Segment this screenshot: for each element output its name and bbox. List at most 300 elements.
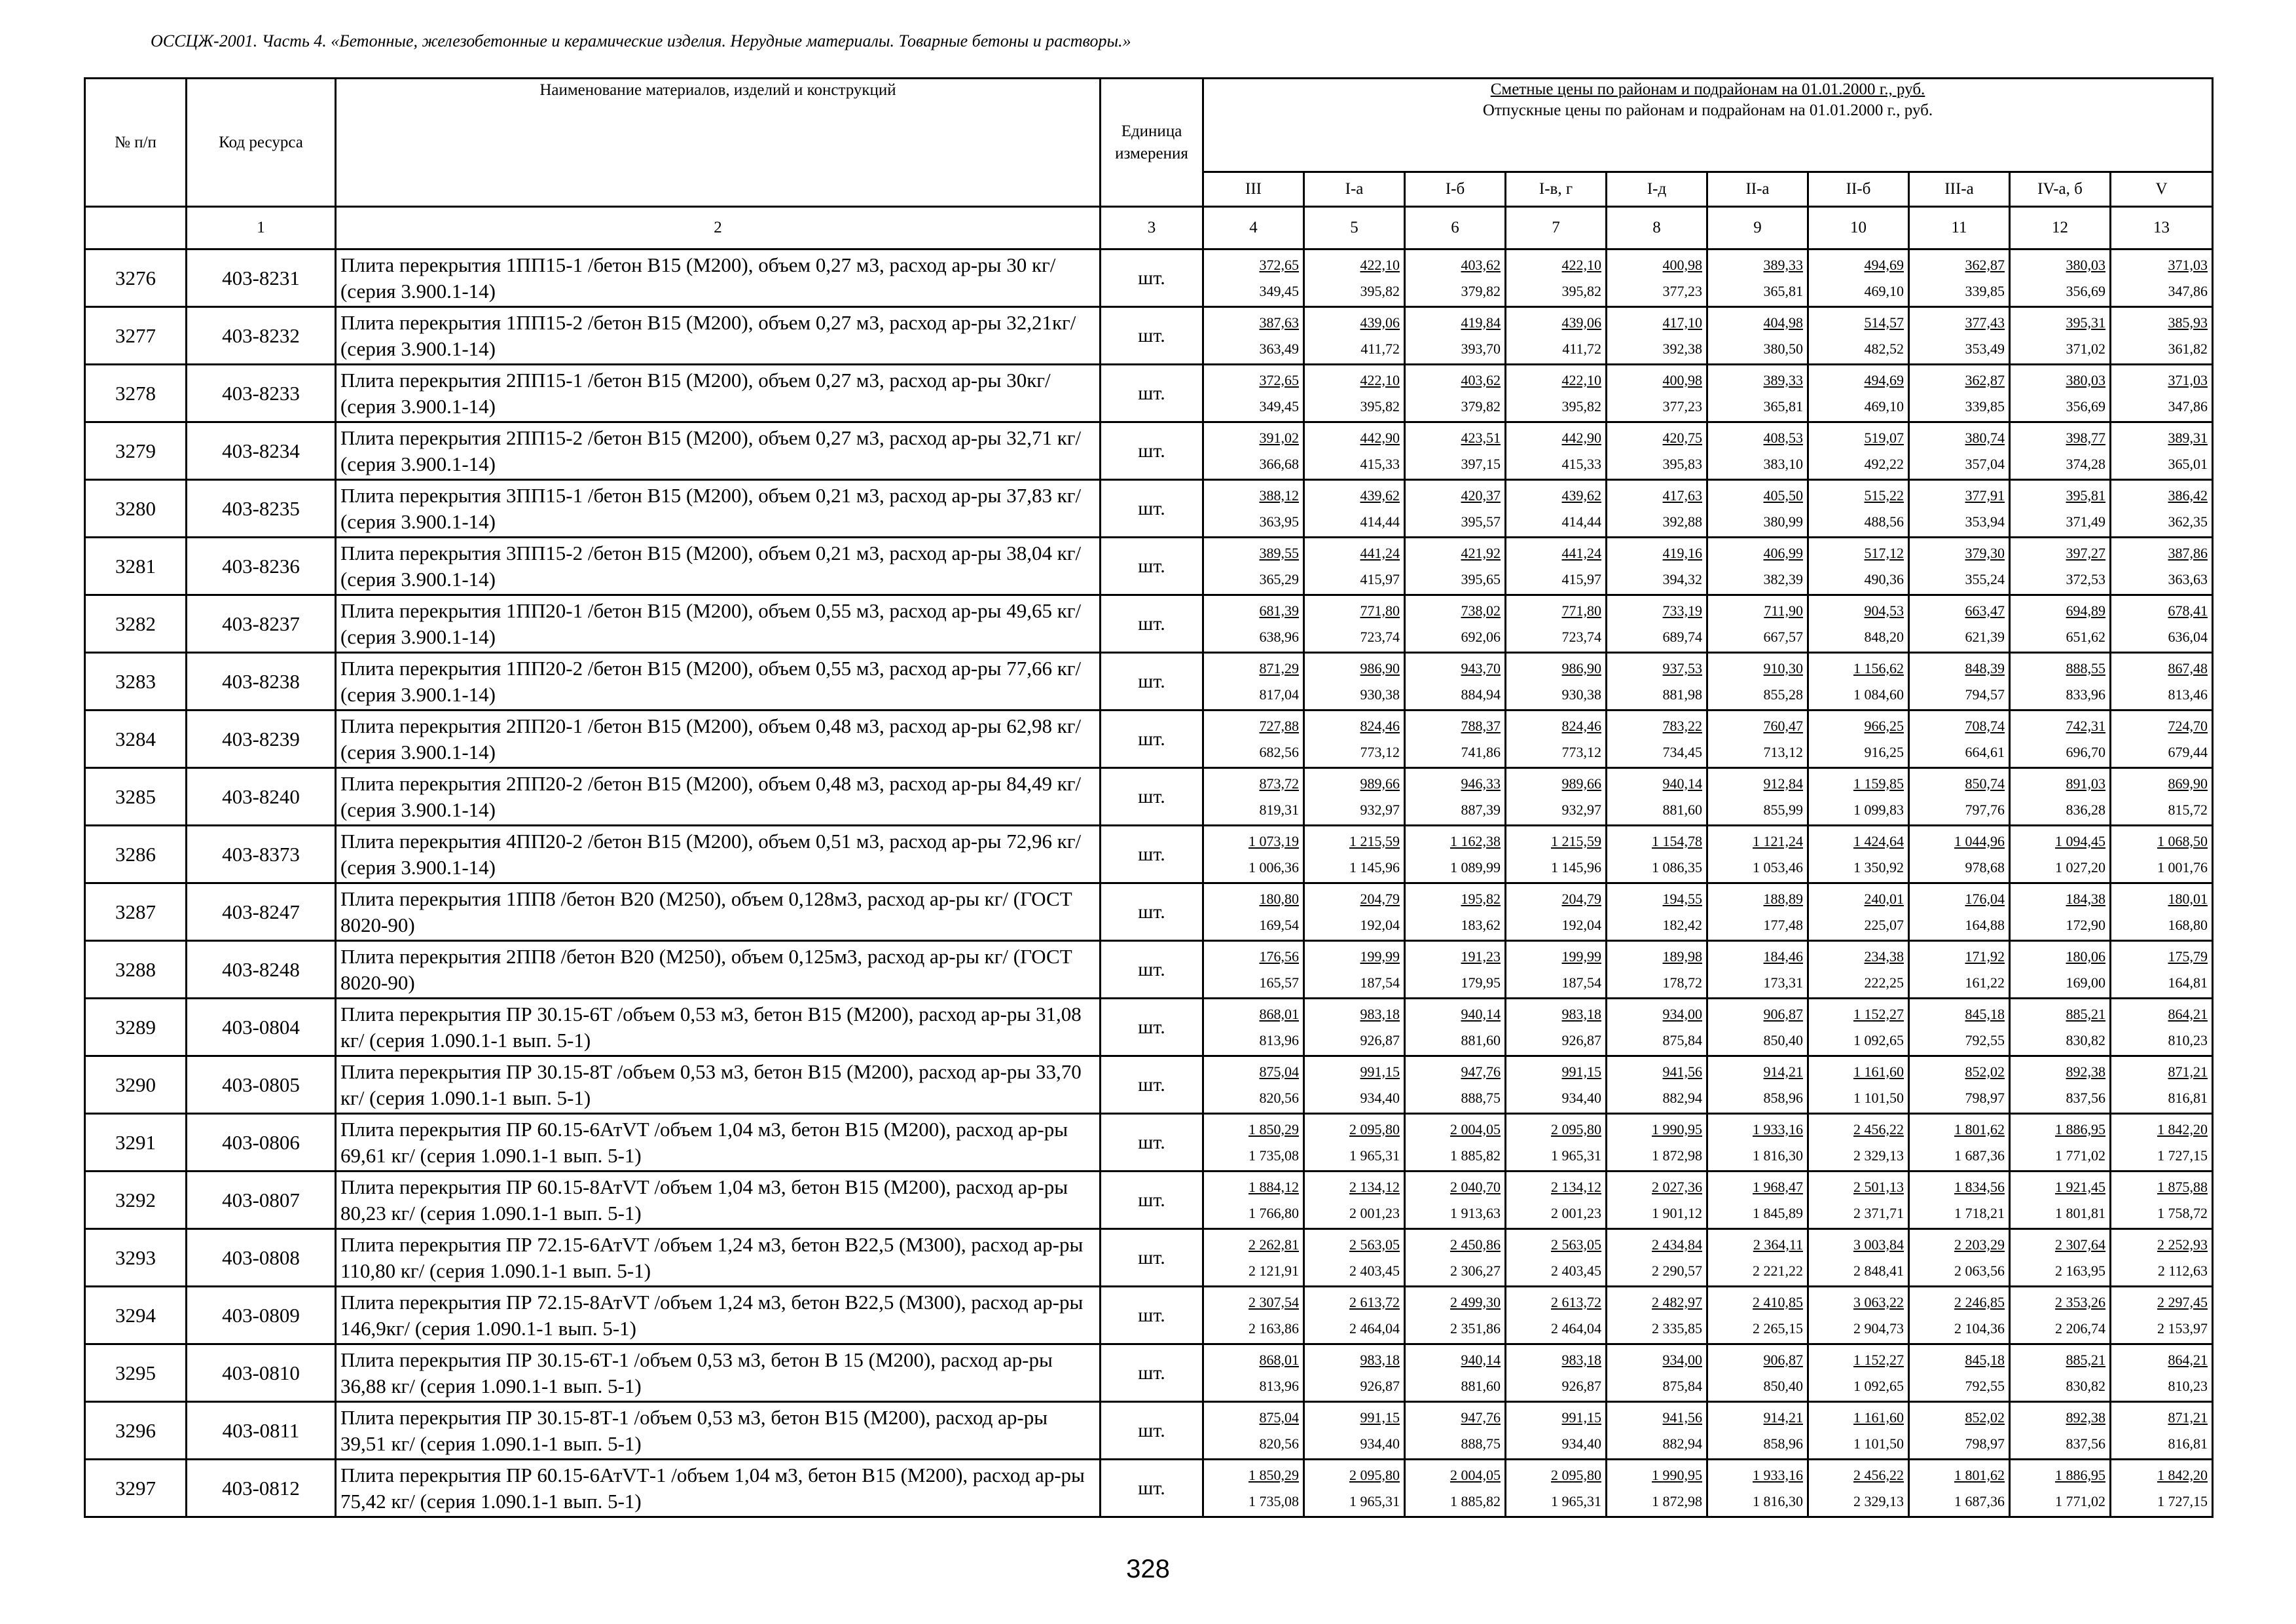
estimate-price: 914,21 — [1763, 1063, 1803, 1080]
release-price: 1 350,92 — [1853, 858, 1904, 876]
price-cell — [1304, 307, 1405, 365]
price-cell — [1808, 883, 1909, 941]
release-price: 1 101,50 — [1853, 1089, 1904, 1106]
column-number: 4 — [1203, 207, 1304, 249]
release-price: 836,28 — [2066, 801, 2105, 818]
release-price: 371,02 — [2066, 340, 2105, 357]
estimate-price: 422,10 — [1561, 371, 1601, 388]
estimate-price: 371,03 — [2168, 256, 2208, 273]
release-price: 850,40 — [1763, 1031, 1803, 1048]
release-price: 858,96 — [1763, 1435, 1803, 1452]
estimate-price: 379,30 — [1965, 544, 2005, 561]
price-cell — [1506, 595, 1607, 653]
material-name: Плита перекрытия ПР 30.15-6Т-1 /объем 0,53 м3, бетон В 15 (М200), расход ар-ры 36,88 кг/ (серия 1.090.1-1 вып. 5-1) — [336, 1344, 1101, 1402]
estimate-price: 2 134,12 — [1551, 1178, 1601, 1195]
release-price: 682,56 — [1259, 743, 1299, 760]
price-cell — [2111, 1056, 2213, 1114]
release-price: 816,81 — [2168, 1089, 2208, 1106]
price-cell — [1707, 1402, 1808, 1460]
release-price: 382,39 — [1763, 570, 1803, 587]
release-price: 875,84 — [1662, 1377, 1702, 1394]
release-price: 817,04 — [1259, 686, 1299, 703]
column-number: 13 — [2111, 207, 2213, 249]
release-price: 177,48 — [1763, 916, 1803, 933]
table-row — [85, 710, 2213, 768]
estimate-price: 2 095,80 — [1349, 1466, 1400, 1483]
header-code: Код ресурса — [187, 79, 336, 207]
release-price: 415,33 — [1360, 455, 1400, 472]
estimate-price: 404,98 — [1763, 314, 1803, 331]
estimate-price: 380,03 — [2066, 371, 2105, 388]
price-cell — [1909, 1287, 2010, 1344]
release-price: 2 403,45 — [1551, 1262, 1601, 1279]
estimate-price: 2 004,05 — [1450, 1466, 1501, 1483]
estimate-price: 419,16 — [1662, 544, 1702, 561]
price-cell — [1909, 538, 2010, 595]
estimate-price: 906,87 — [1763, 1005, 1803, 1022]
release-price: 411,72 — [1360, 340, 1400, 357]
estimate-price: 875,04 — [1259, 1063, 1299, 1080]
material-name: Плита перекрытия ПР 60.15-6АтVТ-1 /объем 1,04 м3, бетон В15 (М200), расход ар-ры 75,42 кг/ (серия 1.090.1-1 вып. 5-1) — [336, 1460, 1101, 1517]
estimate-price: 371,03 — [2168, 371, 2208, 388]
unit-of-measure: шт. — [1101, 768, 1203, 826]
release-price: 882,94 — [1662, 1089, 1702, 1106]
release-price: 169,54 — [1259, 916, 1299, 933]
price-cell — [1607, 768, 1707, 826]
price-cell — [1607, 1056, 1707, 1114]
price-cell — [1304, 883, 1405, 941]
release-price: 2 371,71 — [1853, 1204, 1904, 1221]
estimate-price: 943,70 — [1461, 659, 1501, 676]
release-price: 2 001,23 — [1349, 1204, 1400, 1221]
estimate-price: 1 162,38 — [1450, 832, 1501, 849]
price-cell — [1304, 1344, 1405, 1402]
price-cell — [1506, 826, 1607, 883]
release-price: 339,85 — [1965, 397, 2005, 415]
release-price: 1 001,76 — [2157, 858, 2208, 876]
release-price: 1 766,80 — [1248, 1204, 1299, 1221]
resource-code: 403-0807 — [187, 1172, 336, 1229]
release-price: 187,54 — [1561, 974, 1601, 991]
row-number: 3284 — [85, 710, 187, 768]
region-header: I-а — [1304, 172, 1405, 207]
price-cell — [2111, 1287, 2213, 1344]
release-price: 357,04 — [1965, 455, 2005, 472]
release-price: 651,62 — [2066, 628, 2105, 645]
estimate-price: 1 968,47 — [1753, 1178, 1803, 1195]
price-cell — [1909, 768, 2010, 826]
price-cell — [1506, 249, 1607, 307]
release-price: 1 053,46 — [1753, 858, 1803, 876]
material-name: Плита перекрытия 2ПП15-1 /бетон В15 (М200), объем 0,27 м3, расход ар-ры 30кг/ (серия 3.900.1-14) — [336, 365, 1101, 422]
estimate-price: 1 154,78 — [1652, 832, 1702, 849]
estimate-price: 442,90 — [1360, 429, 1400, 446]
release-price: 1 101,50 — [1853, 1435, 1904, 1452]
estimate-price: 439,62 — [1360, 487, 1400, 504]
price-cell — [1707, 883, 1808, 941]
release-price: 664,61 — [1965, 743, 2005, 760]
unit-of-measure: шт. — [1101, 1287, 1203, 1344]
price-cell — [1405, 941, 1506, 999]
price-cell — [2010, 422, 2111, 480]
unit-of-measure: шт. — [1101, 826, 1203, 883]
price-cell — [1405, 538, 1506, 595]
estimate-price: 386,42 — [2168, 487, 2208, 504]
material-name: Плита перекрытия 1ПП15-2 /бетон В15 (М200), объем 0,27 м3, расход ар-ры 32,21кг/ (серия 3.900.1-14) — [336, 307, 1101, 365]
estimate-price: 180,01 — [2168, 890, 2208, 907]
resource-code: 403-8239 — [187, 710, 336, 768]
price-cell — [1909, 595, 2010, 653]
price-cell — [1304, 941, 1405, 999]
price-cell — [2010, 999, 2111, 1056]
release-price: 875,84 — [1662, 1031, 1702, 1048]
estimate-price: 852,02 — [1965, 1409, 2005, 1426]
release-price: 395,82 — [1360, 282, 1400, 299]
price-cell — [1506, 1172, 1607, 1229]
estimate-price: 1 842,20 — [2157, 1466, 2208, 1483]
release-price: 380,50 — [1763, 340, 1803, 357]
estimate-price: 1 152,27 — [1853, 1351, 1904, 1368]
release-price: 1 735,08 — [1248, 1492, 1299, 1509]
estimate-price: 727,88 — [1259, 717, 1299, 734]
estimate-price: 419,84 — [1461, 314, 1501, 331]
material-name: Плита перекрытия 1ПП15-1 /бетон В15 (М200), объем 0,27 м3, расход ар-ры 30 кг/ (серия 3.900.1-14) — [336, 249, 1101, 307]
estimate-price: 403,62 — [1461, 371, 1501, 388]
material-name: Плита перекрытия 3ПП15-2 /бетон В15 (М200), объем 0,21 м3, расход ар-ры 38,04 кг/ (серия 3.900.1-14) — [336, 538, 1101, 595]
release-price: 365,81 — [1763, 282, 1803, 299]
price-cell — [2010, 883, 2111, 941]
price-cell — [1707, 653, 1808, 710]
release-price: 482,52 — [1864, 340, 1904, 357]
release-price: 934,40 — [1561, 1089, 1601, 1106]
estimate-price: 947,76 — [1461, 1409, 1501, 1426]
estimate-price: 171,92 — [1965, 948, 2005, 965]
material-name: Плита перекрытия 1ПП8 /бетон В20 (М250), объем 0,128м3, расход ар-ры кг/ (ГОСТ 8020-90) — [336, 883, 1101, 941]
release-price: 820,56 — [1259, 1089, 1299, 1106]
estimate-price: 439,62 — [1561, 487, 1601, 504]
price-cell — [1304, 999, 1405, 1056]
estimate-price: 400,98 — [1662, 256, 1702, 273]
estimate-price: 1 094,45 — [2055, 832, 2105, 849]
unit-of-measure: шт. — [1101, 365, 1203, 422]
release-price: 371,49 — [2066, 513, 2105, 530]
release-price: 1 687,36 — [1954, 1147, 2005, 1164]
material-name: Плита перекрытия 2ПП8 /бетон В20 (М250), объем 0,125м3, расход ар-ры кг/ (ГОСТ 8020-90) — [336, 941, 1101, 999]
price-cell — [2010, 1287, 2111, 1344]
table-row — [85, 249, 2213, 307]
price-cell — [1203, 1114, 1304, 1172]
release-price: 888,75 — [1461, 1435, 1501, 1452]
unit-of-measure: шт. — [1101, 710, 1203, 768]
price-cell — [1506, 883, 1607, 941]
estimate-price: 1 850,29 — [1248, 1120, 1299, 1137]
estimate-price: 2 613,72 — [1551, 1293, 1601, 1310]
estimate-price: 742,31 — [2066, 717, 2105, 734]
price-cell — [2010, 1344, 2111, 1402]
release-price: 365,81 — [1763, 397, 1803, 415]
release-price: 178,72 — [1662, 974, 1702, 991]
estimate-price: 2 450,86 — [1450, 1236, 1501, 1253]
unit-of-measure: шт. — [1101, 941, 1203, 999]
price-cell — [1506, 653, 1607, 710]
price-cell — [1405, 249, 1506, 307]
price-cell — [1405, 1114, 1506, 1172]
row-number: 3296 — [85, 1402, 187, 1460]
estimate-price: 420,75 — [1662, 429, 1702, 446]
price-cell — [1707, 595, 1808, 653]
release-price: 926,87 — [1360, 1377, 1400, 1394]
estimate-price: 2 252,93 — [2157, 1236, 2208, 1253]
estimate-price: 989,66 — [1561, 775, 1601, 792]
release-price: 374,28 — [2066, 455, 2105, 472]
release-price: 858,96 — [1763, 1089, 1803, 1106]
release-price: 363,95 — [1259, 513, 1299, 530]
price-cell — [1203, 826, 1304, 883]
release-price: 797,76 — [1965, 801, 2005, 818]
price-cell — [2111, 941, 2213, 999]
estimate-price: 422,10 — [1561, 256, 1601, 273]
release-price: 815,72 — [2168, 801, 2208, 818]
estimate-price: 2 434,84 — [1652, 1236, 1702, 1253]
resource-code: 403-0805 — [187, 1056, 336, 1114]
price-cell — [1506, 1402, 1607, 1460]
price-cell — [1607, 307, 1707, 365]
estimate-price: 1 801,62 — [1954, 1120, 2005, 1137]
price-cell — [1405, 883, 1506, 941]
estimate-price: 2 307,54 — [1248, 1293, 1299, 1310]
price-cell — [2010, 365, 2111, 422]
estimate-price: 914,21 — [1763, 1409, 1803, 1426]
release-price: 1 872,98 — [1652, 1492, 1702, 1509]
price-cell — [2111, 1172, 2213, 1229]
estimate-price: 871,21 — [2168, 1063, 2208, 1080]
price-cell — [1506, 365, 1607, 422]
price-cell — [1405, 307, 1506, 365]
row-number: 3277 — [85, 307, 187, 365]
release-price: 978,68 — [1965, 858, 2005, 876]
estimate-price: 1 933,16 — [1753, 1466, 1803, 1483]
column-number: 10 — [1808, 207, 1909, 249]
price-cell — [1203, 1287, 1304, 1344]
page-number: 328 — [1126, 1555, 1170, 1583]
price-cell — [1909, 1229, 2010, 1287]
price-cell — [2010, 249, 2111, 307]
estimate-price: 733,19 — [1662, 602, 1702, 619]
price-cell — [1707, 1172, 1808, 1229]
estimate-price: 986,90 — [1561, 659, 1601, 676]
price-cell — [1607, 1460, 1707, 1517]
price-cell — [1304, 365, 1405, 422]
material-name: Плита перекрытия 2ПП20-1 /бетон В15 (М200), объем 0,48 м3, расход ар-ры 62,98 кг/ (серия 3.900.1-14) — [336, 710, 1101, 768]
price-cell — [1607, 1344, 1707, 1402]
release-price: 1 816,30 — [1753, 1147, 1803, 1164]
price-cell — [1304, 768, 1405, 826]
price-cell — [1304, 1287, 1405, 1344]
price-cell — [1707, 538, 1808, 595]
estimate-price: 891,03 — [2066, 775, 2105, 792]
price-cell — [1909, 1402, 2010, 1460]
price-cell — [2111, 1402, 2213, 1460]
release-price: 377,23 — [1662, 397, 1702, 415]
estimate-price: 494,69 — [1864, 371, 1904, 388]
price-cell — [1808, 1402, 1909, 1460]
estimate-price: 947,76 — [1461, 1063, 1501, 1080]
estimate-price: 199,99 — [1561, 948, 1601, 965]
release-price: 339,85 — [1965, 282, 2005, 299]
price-cell — [1808, 653, 1909, 710]
release-price: 395,82 — [1561, 282, 1601, 299]
release-price: 1 735,08 — [1248, 1147, 1299, 1164]
release-price: 713,12 — [1763, 743, 1803, 760]
estimate-price: 934,00 — [1662, 1005, 1702, 1022]
price-cell — [1607, 1402, 1707, 1460]
release-price: 816,81 — [2168, 1435, 2208, 1452]
price-cell — [1707, 1344, 1808, 1402]
row-number: 3294 — [85, 1287, 187, 1344]
header-prices-release: Отпускные цены по районам и подрайонам на 01.01.2000 г., руб. — [1482, 101, 1933, 119]
price-cell — [1707, 768, 1808, 826]
release-price: 773,12 — [1561, 743, 1601, 760]
estimate-price: 940,14 — [1461, 1351, 1501, 1368]
estimate-price: 1 215,59 — [1551, 832, 1601, 849]
release-price: 395,83 — [1662, 455, 1702, 472]
material-name: Плита перекрытия ПР 60.15-6АтVТ /объем 1,04 м3, бетон В15 (М200), расход ар-ры 69,61 кг/ (серия 1.090.1-1 вып. 5-1) — [336, 1114, 1101, 1172]
estimate-price: 1 921,45 — [2055, 1178, 2105, 1195]
release-price: 794,57 — [1965, 686, 2005, 703]
release-price: 2 329,13 — [1853, 1492, 1904, 1509]
release-price: 2 904,73 — [1853, 1320, 1904, 1337]
release-price: 395,82 — [1360, 397, 1400, 415]
price-cell — [1909, 1172, 2010, 1229]
estimate-price: 240,01 — [1864, 890, 1904, 907]
region-header: III — [1203, 172, 1304, 207]
release-price: 2 112,63 — [2157, 1262, 2208, 1279]
resource-code: 403-0804 — [187, 999, 336, 1056]
column-number: 12 — [2010, 207, 2111, 249]
price-cell — [1707, 1114, 1808, 1172]
price-cell — [1909, 1344, 2010, 1402]
row-number: 3297 — [85, 1460, 187, 1517]
region-header: I-в, г — [1506, 172, 1607, 207]
release-price: 168,80 — [2168, 916, 2208, 933]
estimate-price: 2 134,12 — [1349, 1178, 1400, 1195]
table-row — [85, 1460, 2213, 1517]
unit-of-measure: шт. — [1101, 480, 1203, 538]
resource-code: 403-0810 — [187, 1344, 336, 1402]
price-cell — [2010, 1172, 2111, 1229]
estimate-price: 188,89 — [1763, 890, 1803, 907]
estimate-price: 194,55 — [1662, 890, 1702, 907]
material-name: Плита перекрытия ПР 60.15-8АтVТ /объем 1,04 м3, бетон В15 (М200), расход ар-ры 80,23 кг/ (серия 1.090.1-1 вып. 5-1) — [336, 1172, 1101, 1229]
row-number: 3287 — [85, 883, 187, 941]
estimate-price: 2 040,70 — [1450, 1178, 1501, 1195]
release-price: 934,40 — [1561, 1435, 1601, 1452]
price-cell — [2010, 1114, 2111, 1172]
release-price: 349,45 — [1259, 282, 1299, 299]
estimate-price: 515,22 — [1864, 487, 1904, 504]
column-number: 2 — [336, 207, 1101, 249]
price-cell — [1607, 422, 1707, 480]
estimate-price: 983,18 — [1561, 1351, 1601, 1368]
row-number: 3280 — [85, 480, 187, 538]
unit-of-measure: шт. — [1101, 538, 1203, 595]
price-cell — [2111, 307, 2213, 365]
estimate-price: 663,47 — [1965, 602, 2005, 619]
release-price: 813,96 — [1259, 1031, 1299, 1048]
column-number-empty — [85, 207, 187, 249]
release-price: 1 006,36 — [1248, 858, 1299, 876]
estimate-price: 439,06 — [1561, 314, 1601, 331]
release-price: 1 718,21 — [1954, 1204, 2005, 1221]
release-price: 392,88 — [1662, 513, 1702, 530]
release-price: 934,40 — [1360, 1089, 1400, 1106]
unit-of-measure: шт. — [1101, 595, 1203, 653]
estimate-price: 724,70 — [2168, 717, 2208, 734]
price-cell — [1909, 307, 2010, 365]
price-cell — [1909, 653, 2010, 710]
estimate-price: 991,15 — [1561, 1063, 1601, 1080]
estimate-price: 1 933,16 — [1753, 1120, 1803, 1137]
price-cell — [1909, 1114, 2010, 1172]
release-price: 366,68 — [1259, 455, 1299, 472]
resource-code: 403-8231 — [187, 249, 336, 307]
row-number: 3285 — [85, 768, 187, 826]
estimate-price: 2 307,64 — [2055, 1236, 2105, 1253]
estimate-price: 788,37 — [1461, 717, 1501, 734]
release-price: 2 001,23 — [1551, 1204, 1601, 1221]
price-cell — [2010, 1402, 2111, 1460]
release-price: 798,97 — [1965, 1435, 2005, 1452]
price-cell — [2111, 538, 2213, 595]
unit-of-measure: шт. — [1101, 422, 1203, 480]
estimate-price: 389,31 — [2168, 429, 2208, 446]
price-cell — [1304, 1056, 1405, 1114]
estimate-price: 873,72 — [1259, 775, 1299, 792]
release-price: 734,45 — [1662, 743, 1702, 760]
price-cell — [1405, 480, 1506, 538]
price-cell — [1304, 1402, 1405, 1460]
release-price: 361,82 — [2168, 340, 2208, 357]
estimate-price: 983,18 — [1360, 1351, 1400, 1368]
price-cell — [1405, 1402, 1506, 1460]
document-title: ОССЦЖ-2001. Часть 4. «Бетонные, железобетонные и керамические изделия. Нерудные материалы. Товарные бетоны и растворы.» — [151, 31, 1131, 50]
estimate-price: 204,79 — [1360, 890, 1400, 907]
price-cell — [1304, 249, 1405, 307]
release-price: 1 727,15 — [2157, 1492, 2208, 1509]
estimate-price: 494,69 — [1864, 256, 1904, 273]
resource-code: 403-8234 — [187, 422, 336, 480]
release-price: 164,81 — [2168, 974, 2208, 991]
estimate-price: 441,24 — [1360, 544, 1400, 561]
price-cell — [1304, 480, 1405, 538]
estimate-price: 372,65 — [1259, 371, 1299, 388]
estimate-price: 983,18 — [1561, 1005, 1601, 1022]
price-cell — [2010, 653, 2111, 710]
price-cell — [2111, 883, 2213, 941]
release-price: 172,90 — [2066, 916, 2105, 933]
estimate-price: 910,30 — [1763, 659, 1803, 676]
estimate-price: 904,53 — [1864, 602, 1904, 619]
estimate-price: 184,38 — [2066, 890, 2105, 907]
release-price: 187,54 — [1360, 974, 1400, 991]
price-cell — [1405, 999, 1506, 1056]
release-price: 363,63 — [2168, 570, 2208, 587]
release-price: 773,12 — [1360, 743, 1400, 760]
release-price: 169,00 — [2066, 974, 2105, 991]
estimate-price: 442,90 — [1561, 429, 1601, 446]
estimate-price: 199,99 — [1360, 948, 1400, 965]
release-price: 414,44 — [1360, 513, 1400, 530]
